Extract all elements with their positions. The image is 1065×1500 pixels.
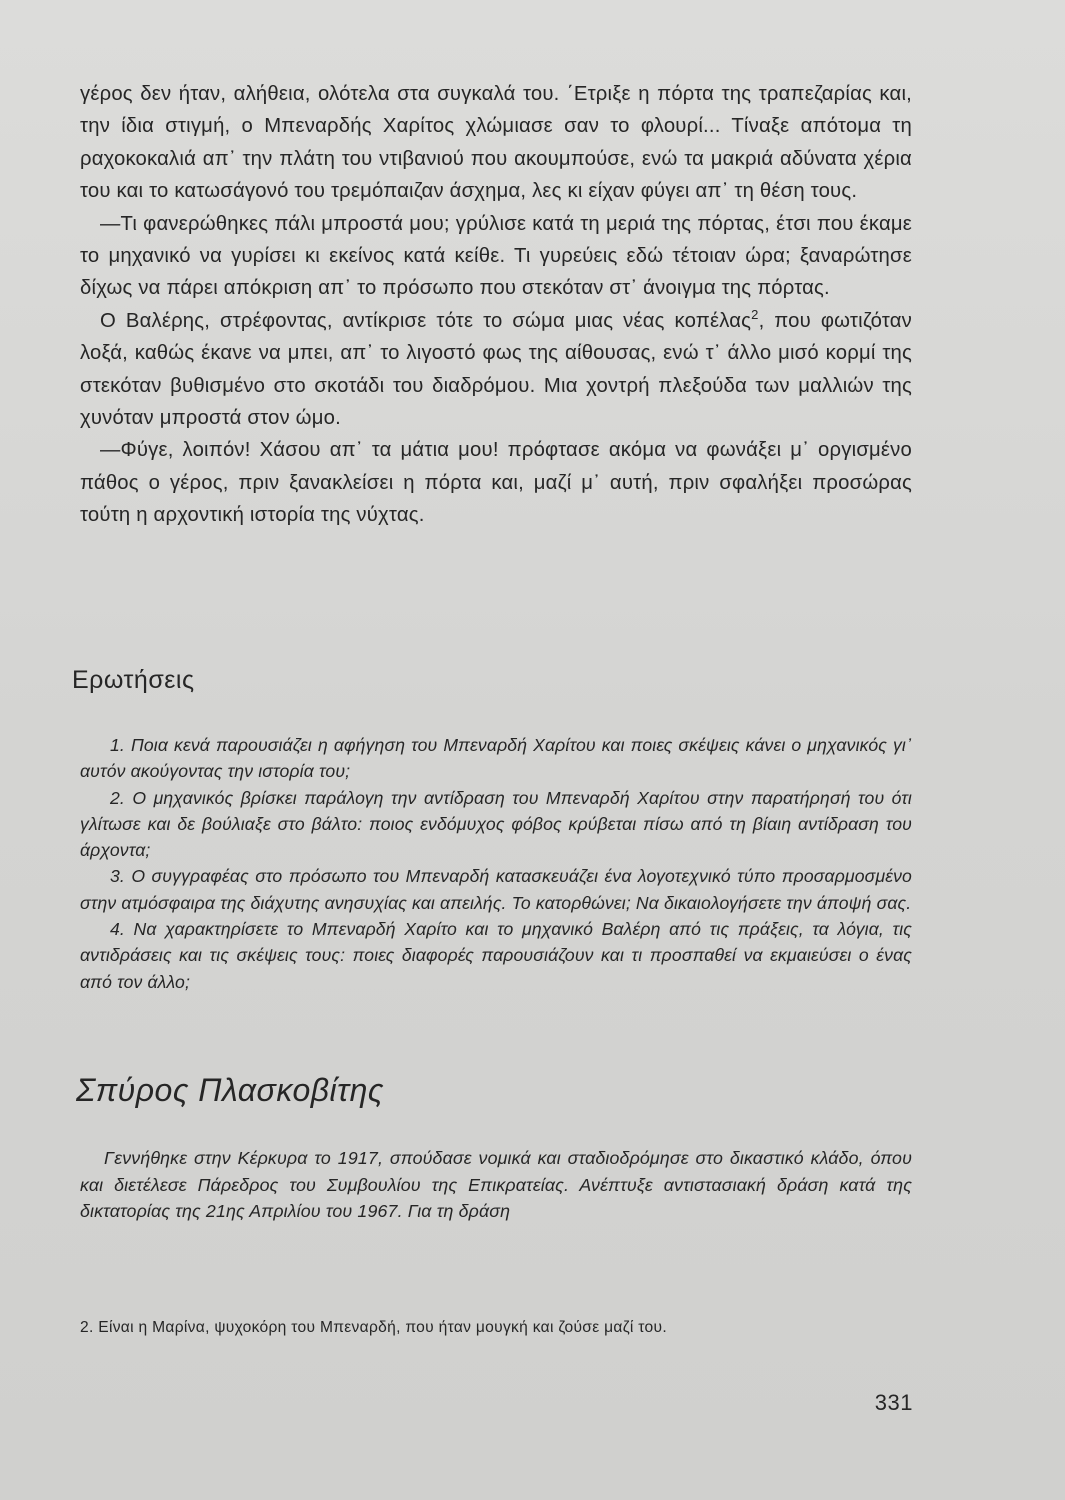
question-3: 3. Ο συγγραφέας στο πρόσωπο του Μπεναρδή κατασκευάζει ένα λογοτεχνικό τύπο προσαρμοσμένο στην ατμόσφαιρα της διάχυτης ανησυχίας και απειλής. Το κατορθώνει; Να δικαιολογήσετε την άποψή σας. <box>80 866 912 913</box>
question-4: 4. Να χαρακτηρίσετε το Μπεναρδή Χαρίτο και το μηχανικό Βαλέρη από τις πράξεις, τα λόγια, τις αντιδράσεις και τις σκέψεις τους: ποιες διαφορές παρουσιάζουν και τι προσπαθεί να εκμαιεύσει ο ένας από τον άλλο; <box>80 919 912 992</box>
author-name: Σπύρος Πλασκοβίτης <box>76 1072 384 1108</box>
story-text <box>80 78 912 532</box>
story-paragraph-1: γέρος δεν ήταν, αλήθεια, ολότελα στα συγκαλά του. ΄Ετριξε η πόρτα της τραπεζαρίας και, την ίδια στιγμή, ο Μπεναρδής Χαρίτος χλώμιασε σαν το φλουρί... Τίναξε απότομα τη ραχοκοκαλιά απ᾽ την πλάτη του ντιβανιού που ακουμπούσε, ενώ τα μακριά αδύνατα χέρια του και το κατωσάγονό του τρεμόπαιζαν άσχημα, λες κι είχαν φύγει απ᾽ τη θέση τους. <box>80 83 912 203</box>
questions-heading: Ερωτήσεις <box>72 666 195 694</box>
questions-list <box>80 732 912 995</box>
story-paragraph-3-end: , που φωτιζόταν λοξά, καθώς έκανε να μπει, απ᾽ το λιγοστό φως της αίθουσας, ενώ τ᾽ άλλο μισό κορμί της στεκόταν βυθισμένο στο σκοτάδι του διαδρόμου. Μια χοντρή πλεξούδα των μαλλιών της χυνόταν μπροστά στον ώμο. <box>80 309 913 430</box>
question-2: 2. Ο μηχανικός βρίσκει παράλογη την αντίδραση του Μπεναρδή Χαρίτου στην παρατήρησή του ότι γλίτωσε και δε βούλιαξε στο βάλτο: ποιος ενδόμυχος φόβος κρύβεται πίσω από τη βίαιη αντίδραση του άρχοντα; <box>80 787 912 861</box>
story-paragraph-2: —Τι φανερώθηκες πάλι μπροστά μου; γρύλισε κατά τη μεριά της πόρτας, έτσι που έκαμε το μηχανικό να γυρίσει κι εκείνος κατά κείθε. Τι γυρεύεις εδώ τέτοιαν ώρα; ξαναρώτησε δίχως να πάρει απόκριση απ᾽ το πρόσωπο που στεκόταν στ᾽ άνοιγμα της πόρτας. <box>80 212 912 300</box>
question-1: 1. Ποια κενά παρουσιάζει η αφήγηση του Μπεναρδή Χαρίτου και ποιες σκέψεις κάνει ο μηχανικός γι᾽ αυτόν ακούγοντας την ιστορία του; <box>80 735 912 782</box>
author-bio: Γεννήθηκε στην Κέρκυρα το 1917, σπούδασε νομικά και σταδιοδρόμησε στο δικαστικό κλάδο, όπου και διετέλεσε Πάρεδρος του Συμβουλίου της Επικρατείας. Ανέπτυξε αντιστασιακή δράση κατά της δικτατορίας της 21ης Απριλίου του 1967. Για τη δράση <box>80 1148 912 1222</box>
page-number: 331 <box>874 1390 913 1415</box>
story-paragraph-4: —Φύγε, λοιπόν! Χάσου απ᾽ τα μάτια μου! πρόφτασε ακόμα να φωνάξει μ᾽ οργισμένο πάθος ο γέρος, πριν ξανακλείσει η πόρτα και, μαζί μ᾽ αυτή, πριν σφαλήξει προσώρας τούτη η αρχοντική ιστορία της νύχτας. <box>80 439 912 527</box>
story-paragraph-3 <box>80 305 912 435</box>
footnote-marker: 2 <box>751 307 759 323</box>
story-paragraph-3-start: Ο Βαλέρης, στρέφοντας, αντίκρισε τότε το σώμα μιας νέας κοπέλας <box>100 309 752 332</box>
footnote: 2. Είναι η Μαρίνα, ψυχοκόρη του Μπεναρδή, που ήταν μουγκή και ζούσε μαζί του. <box>80 1319 667 1336</box>
